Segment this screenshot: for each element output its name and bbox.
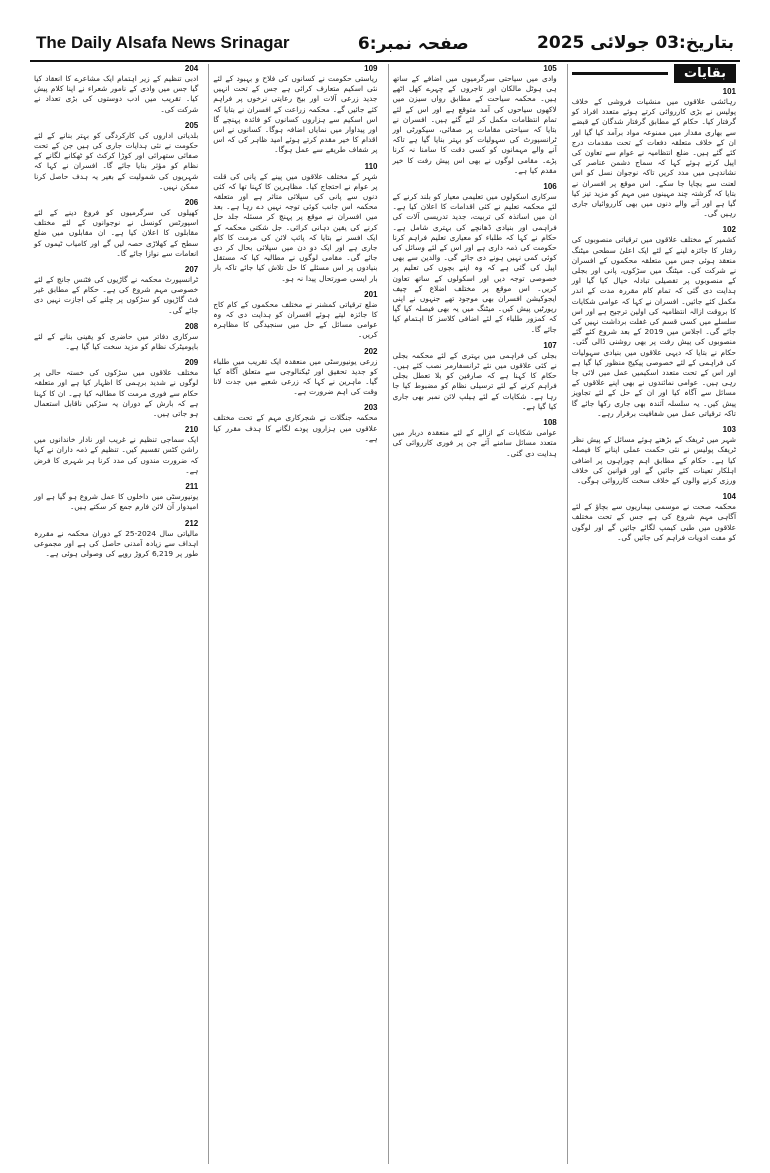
article-block [34, 519, 198, 560]
article-number: 208 [184, 321, 199, 331]
article-text: ادبی تنظیم کے زیر اہتمام ایک مشاعرے کا انعقاد کیا گیا جس میں وادی کے نامور شعراء نے اپنا کلام پیش کیا۔ تقریب میں ادب دوستوں کی بڑی تعداد نے شرکت کی۔ [34, 74, 199, 114]
article-text: زرعی یونیورسٹی میں منعقدہ ایک تقریب میں طلباء کو جدید تحقیق اور ٹیکنالوجی سے متعلق آگاہ کیا گیا۔ ماہرین نے کہا کہ زرعی شعبے میں جدت لانا وقت کی اہم ضرورت ہے۔ [213, 356, 378, 397]
article-text: محکمہ جنگلات نے شجرکاری مہم کے تحت مختلف علاقوں میں ہزاروں پودے لگانے کا ہدف مقرر کیا ہے۔ [213, 413, 378, 443]
article-number: 107 [543, 340, 557, 350]
article-text: مختلف علاقوں میں سڑکوں کی خستہ حالی پر لوگوں نے شدید برہمی کا اظہار کیا ہے اور متعلقہ حکام سے فوری مرمت کا مطالبہ کیا ہے۔ ان کا کہنا ہے کہ بارش کے دوران یہ سڑکیں ناقابل استعمال ہو جاتی ہیں۔ [34, 368, 199, 419]
article-block [213, 162, 377, 284]
article-text: عوامی شکایات کے ازالے کے لئے منعقدہ دربار میں متعدد مسائل سامنے آئے جن پر فوری کارروائی کی ہدایت دی گئی۔ [392, 428, 557, 458]
newspaper-name: The Daily Alsafa News Srinagar [36, 33, 290, 52]
article-number: 209 [184, 358, 199, 368]
article-number: 211 [185, 482, 199, 492]
article-text: ایک سماجی تنظیم نے غریب اور نادار خاندانوں میں راشن کٹس تقسیم کیں۔ تنظیم کے ذمہ داران نے کہا کہ ضرورت مندوں کی مدد کرنا ہر شہری کا فرض ہے۔ [34, 435, 199, 475]
article-number: 106 [543, 182, 557, 192]
article-text: مالیاتی سال 2024-25 کے دوران محکمہ نے مقررہ اہداف سے زیادہ آمدنی حاصل کی ہے اور مجموعی طور پر 6,219 کروڑ روپے کی وصولی ہوئی ہے۔ [34, 528, 199, 558]
article-block [34, 358, 198, 419]
article-text: وادی میں سیاحتی سرگرمیوں میں اضافے کے ساتھ ہی ہوٹل مالکان اور تاجروں کے چہرے کھل اٹھے ہیں۔ محکمہ سیاحت کے مطابق رواں سیزن میں لاکھوں سیاحوں کی آمد متوقع ہے اور اس کے لئے تمام انتظامات مکمل کر لئے گئے ہیں۔ افسران نے بتایا کہ سیاحتی مقامات پر صفائی، سیکورٹی اور ٹرانسپورٹ کی سہولیات کو بہتر بنایا گیا ہے تاکہ آنے والے مہمانوں کو کسی دقت کا سامنا نہ کرنا پڑے۔ مقامی لوگوں نے بھی اس پیش رفت کا خیر مقدم کیا ہے۔ [392, 74, 557, 175]
article-number: 102 [722, 225, 736, 235]
article-text: کشمیر کے مختلف علاقوں میں ترقیاتی منصوبوں کی رفتار کا جائزہ لینے کے لئے ایک اعلیٰ سطحی میٹنگ منعقد ہوئی جس میں متعلقہ محکموں کے افسران نے شرکت کی۔ میٹنگ میں سڑکوں، پانی اور بجلی کے منصوبوں پر تفصیلی تبادلہ خیال کیا گیا اور ہدایت دی گئی کہ تمام کام مقررہ مدت کے اندر مکمل کئے جائیں۔ افسران نے کہا کہ عوامی شکایات کا بروقت ازالہ انتظامیہ کی اولین ترجیح ہے اور اس سلسلے میں کسی قسم کی غفلت برداشت نہیں کی جائے گی۔ اجلاس میں 2019 کے بعد شروع کئے گئے منصوبوں کی پیش رفت پر بھی روشنی ڈالی گئی۔ حکام نے بتایا کہ دیہی علاقوں میں بنیادی سہولیات کی فراہمی کے لئے خصوصی پیکیج منظور کیا گیا ہے اور اس کے تحت متعدد اسکیمیں عمل میں لائی جا رہی ہیں۔ عوامی نمائندوں نے بھی اپنے علاقوں کے مسائل سے آگاہ کیا اور ان کے حل کے لئے تجاویز پیش کیں۔ یہ سلسلہ آئندہ بھی جاری رکھا جائے گا تاکہ ترقیاتی عمل میں شفافیت برقرار رہے۔ [571, 235, 736, 418]
article-text: رہائشی علاقوں میں منشیات فروشی کے خلاف پولیس نے بڑی کارروائی کرتے ہوئے متعدد افراد کو گرفتار کیا۔ حکام کے مطابق گرفتار شدگان کے قبضے سے بھاری مقدار میں ممنوعہ مواد برآمد کیا گیا اور ان کے خلاف متعلقہ دفعات کے تحت مقدمات درج کئے گئے ہیں۔ ضلع انتظامیہ نے عوام سے تعاون کی اپیل کرتے ہوئے کہا کہ سماج دشمن عناصر کی نشاندہی میں مدد کریں تاکہ نوجوان نسل کو اس لعنت سے بچایا جا سکے۔ اس موقع پر افسران نے بتایا کہ گزشتہ چند مہینوں میں مہم کو مزید تیز کیا گیا ہے اور آنے والے دنوں میں بھی کارروائیاں جاری رہیں گی۔ [571, 97, 736, 219]
article-block [34, 322, 198, 352]
article-text: بلدیاتی اداروں کی کارکردگی کو بہتر بنانے کے لئے حکومت نے نئی ہدایات جاری کی ہیں جن کے تحت صفائی ستھرائی اور کوڑا کرکٹ کو ٹھکانے لگانے کے نظام کو مؤثر بنایا جائے گا۔ افسران نے کہا کہ شہریوں کی شمولیت کے بغیر یہ ہدف حاصل کرنا ممکن نہیں۔ [34, 130, 199, 191]
article-block [572, 425, 736, 486]
article-number: 105 [543, 64, 557, 73]
article-block [213, 403, 377, 444]
article-block [213, 64, 377, 156]
article-number: 201 [364, 289, 378, 299]
article-text: ٹرانسپورٹ محکمہ نے گاڑیوں کی فٹنس جانچ کے لئے خصوصی مہم شروع کی ہے۔ حکام کے مطابق غیر فٹ گاڑیوں کو سڑکوں پر چلنے کی اجازت نہیں دی جائے گی۔ [34, 275, 199, 315]
article-number: 110 [364, 161, 378, 171]
article-text: کھیلوں کی سرگرمیوں کو فروغ دینے کے لئے اسپورٹس کونسل نے نوجوانوں کے لئے مختلف مقابلوں کا اعلان کیا ہے۔ ان مقابلوں میں ضلع سطح کے کھلاڑی حصہ لیں گے اور کامیاب ٹیموں کو انعامات سے نوازا جائے گا۔ [34, 208, 199, 258]
article-text: یونیورسٹی میں داخلوں کا عمل شروع ہو گیا ہے اور امیدوار آن لائن فارم جمع کر سکتے ہیں۔ [34, 492, 199, 512]
article-number: 207 [184, 265, 199, 275]
article-number: 206 [184, 198, 199, 208]
article-number: 101 [722, 87, 736, 96]
article-text: ریاستی حکومت نے کسانوں کی فلاح و بہبود کے لئے نئی اسکیم متعارف کرائی ہے جس کے تحت انہیں جدید زرعی آلات اور بیج رعایتی نرخوں پر فراہم کئے جائیں گے۔ محکمہ زراعت کے افسران نے بتایا کہ اس اسکیم سے ہزاروں کسانوں کو فائدہ پہنچے گا اور پیداوار میں نمایاں اضافہ ہوگا۔ کسانوں نے اس اقدام کا خیر مقدم کرتے ہوئے امید ظاہر کی کہ اس پر شفاف طریقے سے عمل ہوگا۔ [213, 74, 378, 155]
article-text: شہر کے مختلف علاقوں میں پینے کے پانی کی قلت پر عوام نے احتجاج کیا۔ مظاہرین کا کہنا تھا کہ کئی دنوں سے پانی کی سپلائی متاثر ہے اور متعلقہ محکمہ اس جانب کوئی توجہ نہیں دے رہا ہے۔ بعد میں افسران نے موقع پر پہنچ کر مسئلہ جلد حل کرنے کی یقین دہانی کرائی۔ جل شکتی محکمہ کے ایک افسر نے بتایا کہ پائپ لائن کی مرمت کا کام جاری ہے اور ایک دو دن میں سپلائی بحال کر دی جائے گی۔ مقامی لوگوں نے مطالبہ کیا کہ مستقل بنیادوں پر اس مسئلے کا حل تلاش کیا جائے تاکہ بار بار ایسی صورتحال پیدا نہ ہو۔ [213, 171, 378, 283]
article-block [393, 418, 557, 459]
article-number: 104 [722, 492, 736, 502]
article-block [34, 64, 198, 115]
masthead [30, 26, 740, 62]
article-number: 202 [364, 346, 378, 356]
article-number: 203 [364, 403, 378, 413]
column-3 [208, 64, 381, 1164]
article-text: محکمہ صحت نے موسمی بیماریوں سے بچاؤ کے لئے آگاہی مہم شروع کی ہے جس کے تحت مختلف علاقوں میں طبی کیمپ لگائے جائیں گے اور لوگوں کو مفت ادویات فراہم کی جائیں گی۔ [571, 502, 736, 542]
article-number: 109 [364, 64, 378, 73]
section-title: بقایات [674, 64, 736, 83]
article-text: سرکاری دفاتر میں حاضری کو یقینی بنانے کے لئے بایومیٹرک نظام کو مزید سخت کیا گیا ہے۔ [34, 331, 199, 352]
article-block [34, 198, 198, 259]
article-block [572, 225, 736, 419]
article-number: 108 [543, 418, 557, 428]
article-block [393, 182, 557, 335]
article-number: 205 [184, 120, 199, 130]
section-rule [572, 72, 668, 75]
column-2 [388, 64, 561, 1164]
column-4 [30, 64, 202, 1164]
article-number: 204 [184, 64, 199, 73]
article-columns [30, 64, 740, 1164]
article-text: بجلی کی فراہمی میں بہتری کے لئے محکمہ بجلی نے کئی علاقوں میں نئے ٹرانسفارمر نصب کئے ہیں۔ حکام کا کہنا ہے کہ صارفین کو بلا تعطل بجلی فراہم کرنے کے لئے ترسیلی نظام کو مضبوط کیا جا رہا ہے۔ شکایات کے لئے ہیلپ لائن نمبر بھی جاری کیا گیا ہے۔ [392, 350, 557, 411]
section-header [572, 64, 736, 83]
article-block [34, 265, 198, 316]
article-block [213, 347, 377, 398]
article-text: شہر میں ٹریفک کے بڑھتے ہوئے مسائل کے پیش نظر ٹریفک پولیس نے نئی حکمت عملی اپنانے کا فیصلہ کیا ہے۔ حکام کے مطابق اہم چوراہوں پر اضافی اہلکار تعینات کئے جائیں گے اور قوانین کی خلاف ورزی کرنے والوں کے خلاف سخت کارروائی ہوگی۔ [571, 435, 736, 485]
article-block [34, 425, 198, 476]
article-block [572, 87, 736, 219]
article-block [393, 64, 557, 176]
article-text: سرکاری اسکولوں میں تعلیمی معیار کو بلند کرنے کے لئے محکمہ تعلیم نے کئی اقدامات کا اعلان کیا ہے۔ ان میں اساتذہ کی تربیت، جدید تدریسی آلات کی فراہمی اور بنیادی ڈھانچے کی بہتری شامل ہے۔ حکام نے کہا کہ طلباء کو معیاری تعلیم فراہم کرنا حکومت کی ذمہ داری ہے اور اس کے لئے وسائل کی کوئی کمی نہیں ہونے دی جائے گی۔ والدین سے بھی اپیل کی گئی ہے کہ وہ اپنے بچوں کی تعلیم پر خصوصی توجہ دیں اور اسکولوں کے ساتھ تعاون کریں۔ اس موقع پر مختلف اضلاع کے چیف ایجوکیشن افسران بھی موجود تھے جنہوں نے اپنی رپورٹیں پیش کیں۔ میٹنگ میں یہ بھی فیصلہ کیا گیا کہ کمزور طلباء کے لئے اضافی کلاسز کا اہتمام کیا جائے گا۔ [392, 192, 557, 334]
article-block [393, 341, 557, 412]
issue-date: بتاریخ:03 جولائی 2025 [537, 33, 734, 53]
page-number: صفحہ نمبر:6 [357, 33, 469, 54]
column-1 [567, 64, 740, 1164]
article-block [34, 482, 198, 512]
article-block [34, 121, 198, 192]
article-number: 210 [184, 425, 199, 435]
article-block [213, 290, 377, 341]
article-block [572, 492, 736, 543]
article-number: 212 [184, 518, 199, 528]
article-number: 103 [722, 425, 736, 435]
article-text: ضلع ترقیاتی کمشنر نے مختلف محکموں کے کام کاج کا جائزہ لیتے ہوئے افسران کو ہدایت دی کہ وہ عوامی مسائل کے حل میں سنجیدگی کا مظاہرہ کریں۔ [213, 299, 378, 340]
